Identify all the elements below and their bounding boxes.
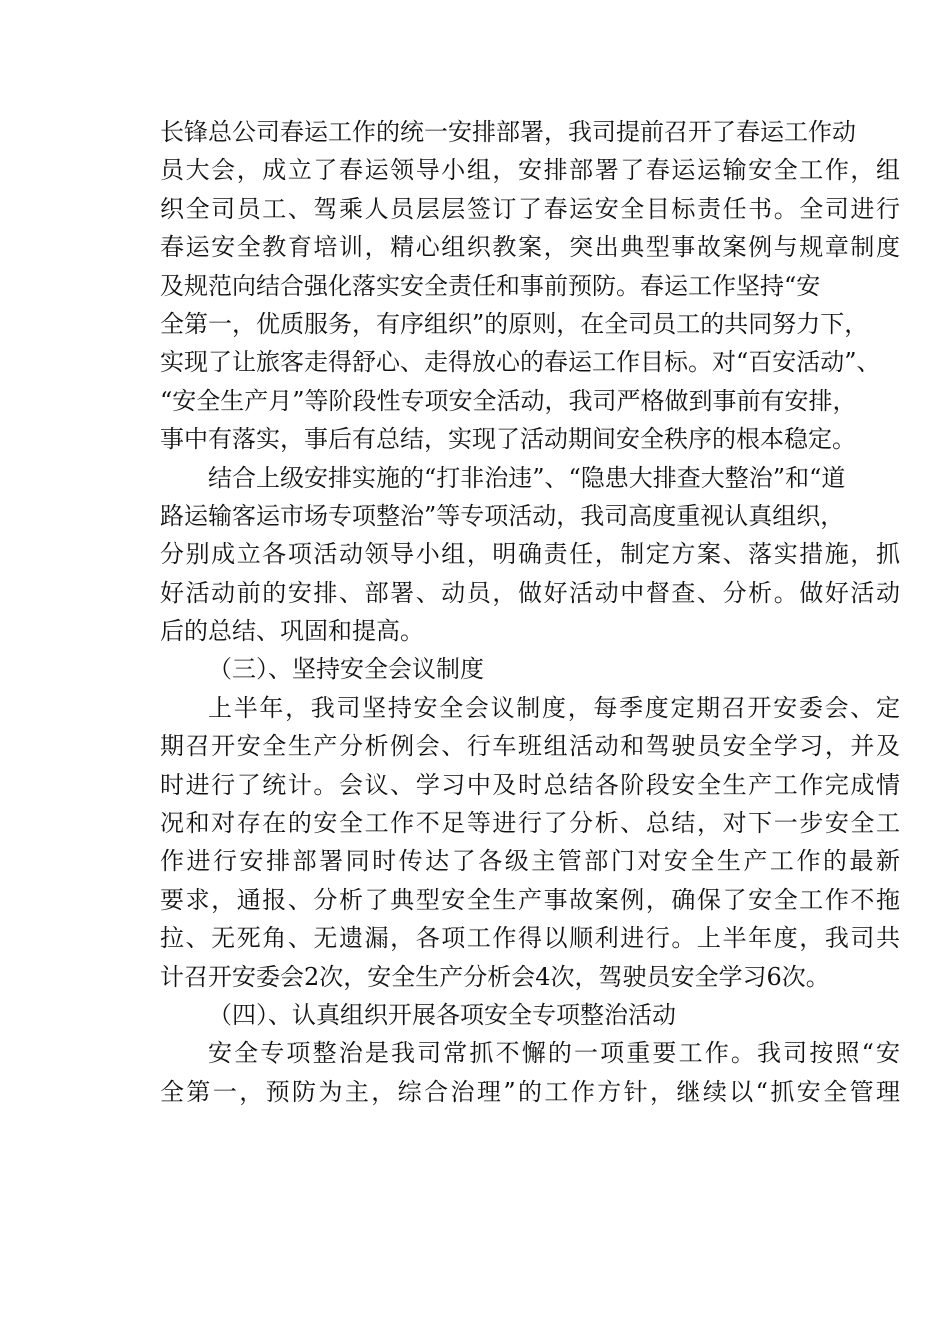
text-line: 及规范向结合强化落实安全责任和事前预防。春运工作坚持“安: [160, 271, 821, 300]
text-line: 上半年，我司坚持安全会议制度，每季度定期召开安委会、定: [208, 693, 900, 722]
text-line: 实现了让旅客走得舒心、走得放心的春运工作目标。对“百安活动”、: [160, 348, 881, 377]
text-line: 全第一，预防为主，综合治理”的工作方针，继续以“抓安全管理: [160, 1077, 900, 1106]
text-line: 员大会，成立了春运领导小组，安排部署了春运运输安全工作，组: [160, 156, 900, 185]
text-line: 事中有落实，事后有总结，实现了活动期间安全秩序的根本稳定。: [160, 425, 856, 454]
text-line: 要求，通报、分析了典型安全生产事故案例，确保了安全工作不拖: [160, 885, 900, 914]
text-line: 期召开安全生产分析例会、行车班组活动和驾驶员安全学习，并及: [160, 732, 900, 761]
text-line: 织全司员工、驾乘人员层层签订了春运安全目标责任书。全司进行: [160, 194, 900, 223]
text-line: 况和对存在的安全工作不足等进行了分析、总结，对下一步安全工: [160, 809, 900, 838]
text-line: 计召开安委会2次，安全生产分析会4次，驾驶员安全学习6次。: [160, 962, 830, 991]
text-line: 春运安全教育培训，精心组织教案，突出典型事故案例与规章制度: [160, 233, 900, 262]
text-line: 全第一，优质服务，有序组织”的原则，在全司员工的共同努力下，: [160, 309, 869, 338]
text-line: （四）、认真组织开展各项安全专项整治活动: [208, 1000, 676, 1029]
text-line: 后的总结、巩固和提高。: [160, 617, 424, 646]
body-text: [160, 113, 900, 1111]
text-line: 作进行安排部署同时传达了各级主管部门对安全生产工作的最新: [160, 847, 900, 876]
text-line: 结合上级安排实施的“打非治违”、“隐患大排查大整治”和“道: [208, 463, 846, 492]
text-line: 安全专项整治是我司常抓不懈的一项重要工作。我司按照“安: [208, 1039, 900, 1068]
text-line: 好活动前的安排、部署、动员，做好活动中督查、分析。做好活动: [160, 578, 900, 607]
text-line: 拉、无死角、无遗漏，各项工作得以顺利进行。上半年度，我司共: [160, 924, 900, 953]
text-line: 时进行了统计。会议、学习中及时总结各阶段安全生产工作完成情: [160, 770, 900, 799]
text-line: 路运输客运市场专项整治”等专项活动，我司高度重视认真组织，: [160, 501, 845, 530]
text-line: “安全生产月”等阶段性专项安全活动，我司严格做到事前有安排，: [160, 386, 857, 415]
text-line: 长锋总公司春运工作的统一安排部署，我司提前召开了春运工作动: [160, 118, 856, 146]
text-line: （三）、坚持安全会议制度: [208, 655, 484, 684]
text-line: 分别成立各项活动领导小组，明确责任，制定方案、落实措施，抓: [160, 540, 900, 569]
